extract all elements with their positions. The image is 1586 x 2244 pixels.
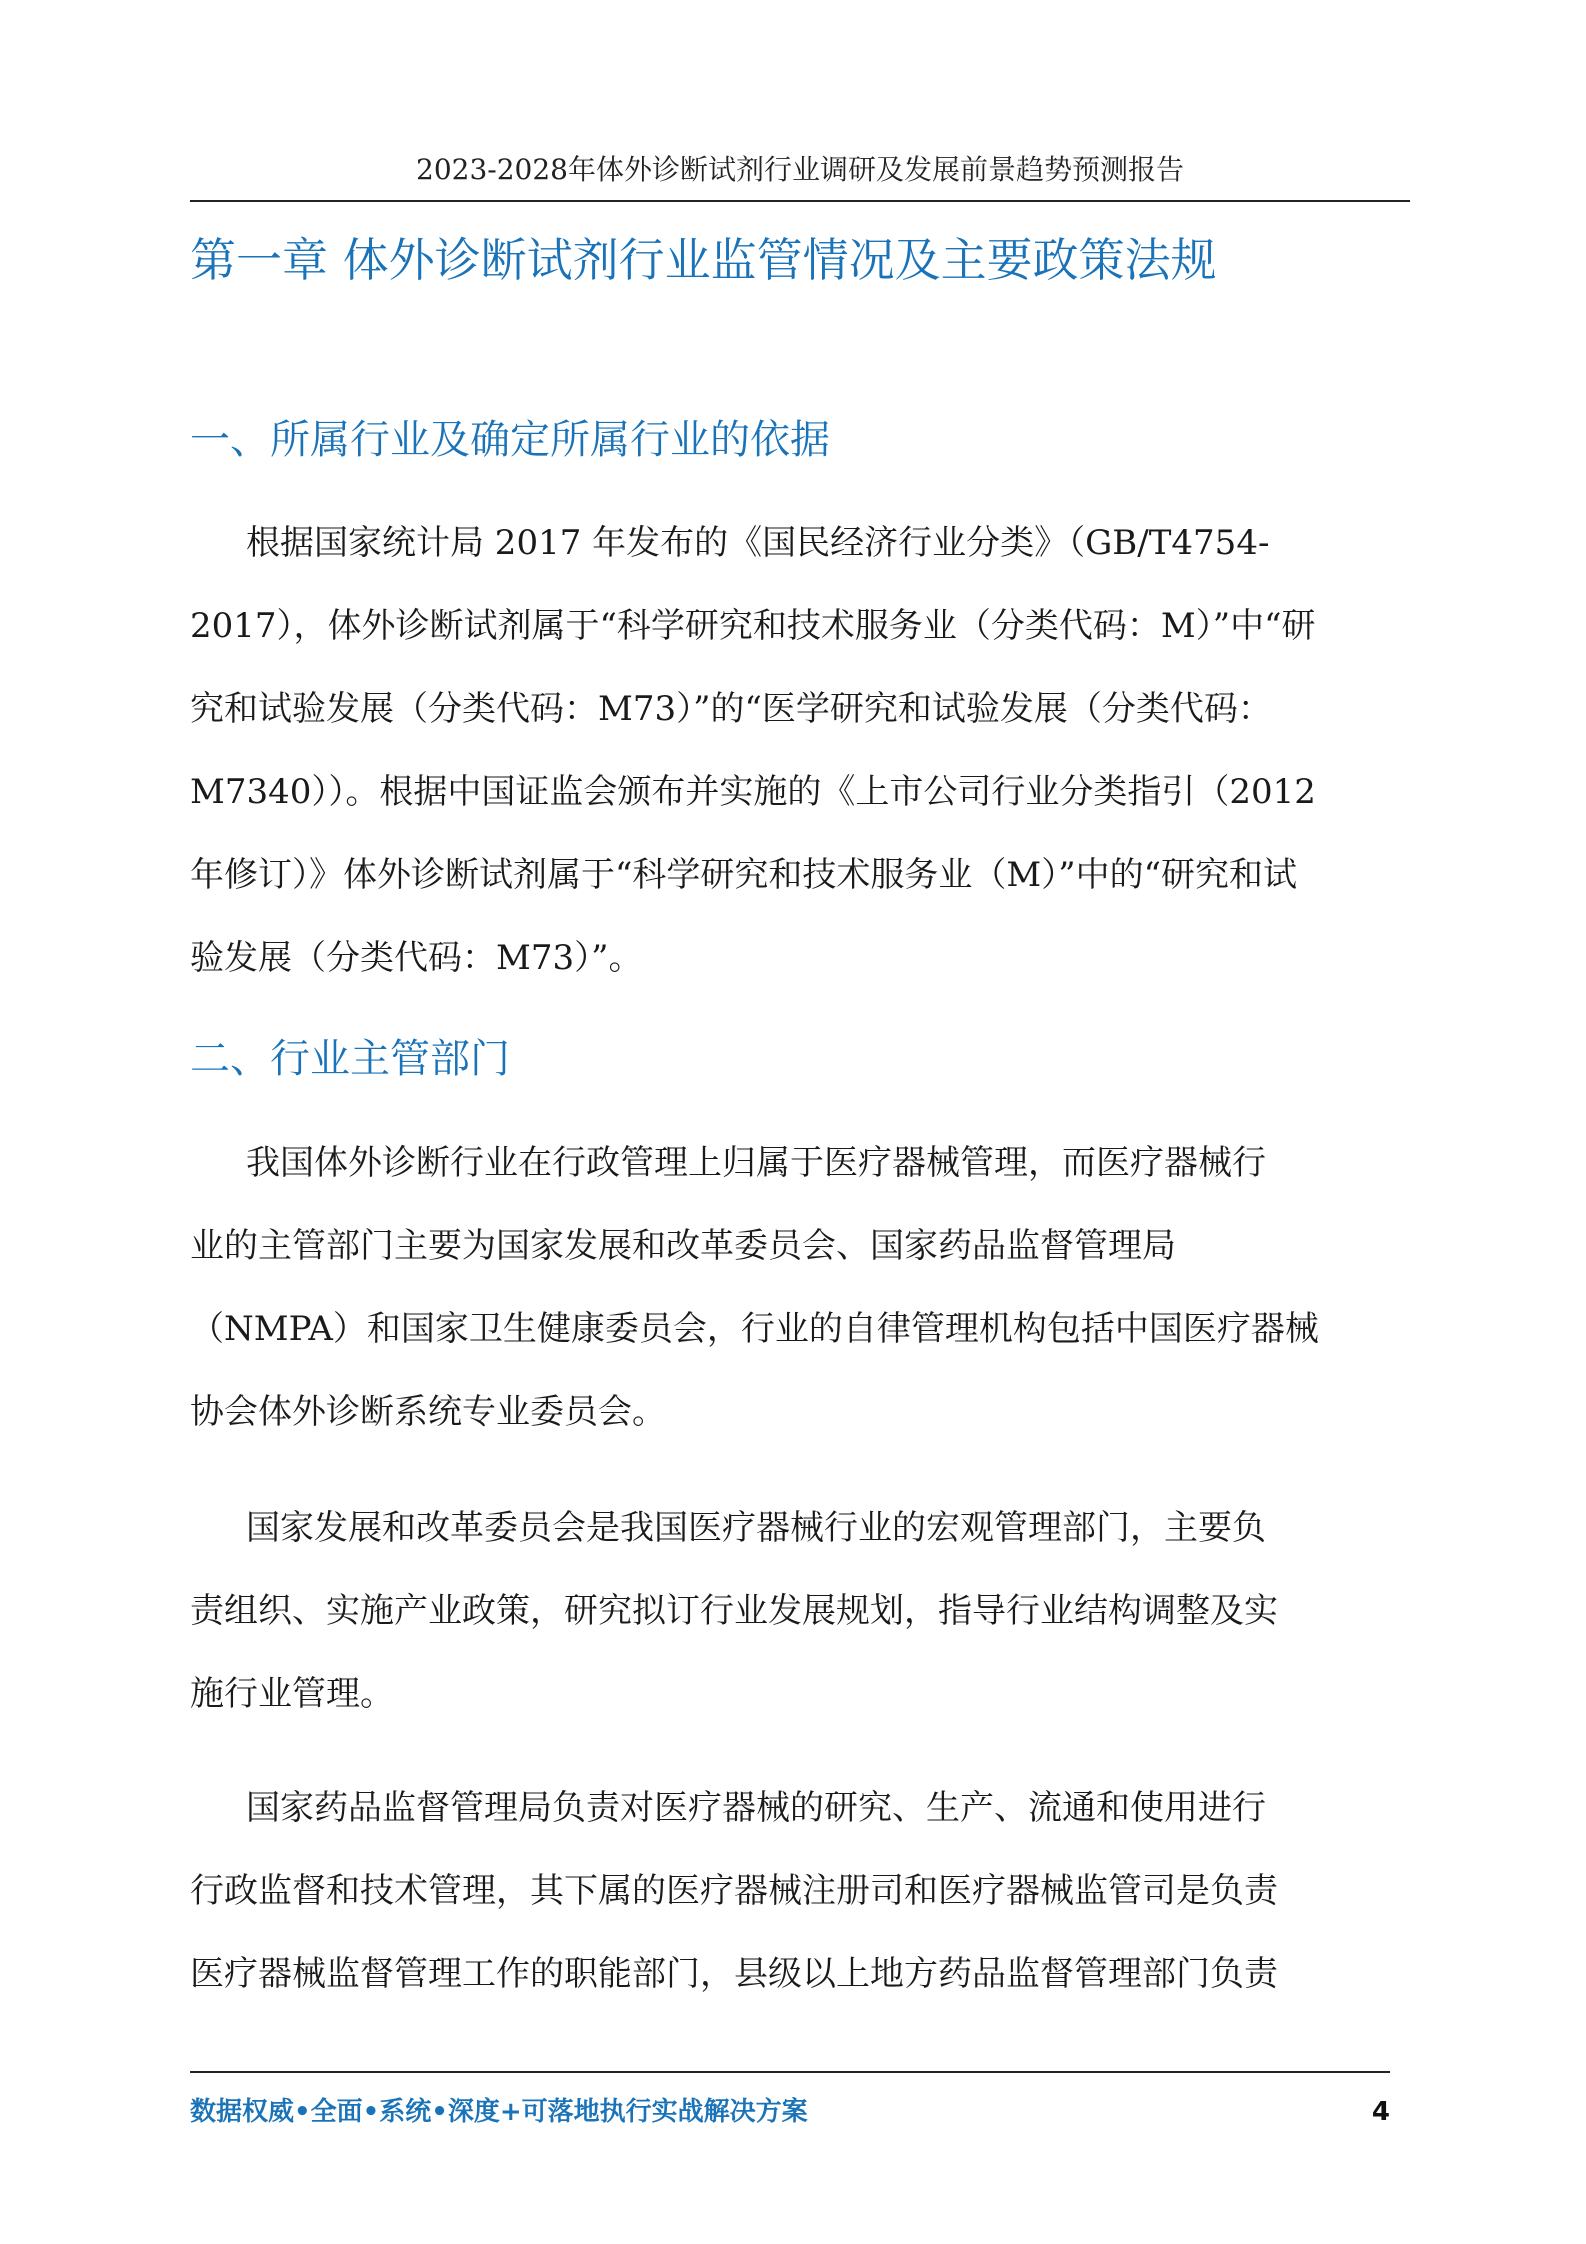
text-line: 究和试验发展（分类代码：M73）”的“医学研究和试验发展（分类代码： bbox=[190, 689, 1272, 729]
text-line: 2017），体外诊断试剂属于“科学研究和技术服务业（分类代码：M）”中“研 bbox=[190, 606, 1316, 646]
footer-slogan: 数据权威•全面•系统•深度+可落地执行实战解决方案 bbox=[190, 2097, 808, 2127]
text-line: M7340））。根据中国证监会颁布并实施的《上市公司行业分类指引（2012 bbox=[190, 772, 1316, 812]
section-title-1: 一、所属行业及确定所属行业的依据 bbox=[190, 417, 830, 463]
page-number: 4 bbox=[1371, 2097, 1390, 2127]
paragraph-industry-basis bbox=[190, 502, 1410, 1000]
footer-divider bbox=[190, 2071, 1390, 2073]
text-line: 医疗器械监督管理工作的职能部门，县级以上地方药品监督管理部门负责 bbox=[190, 1954, 1278, 1994]
text-line: 施行业管理。 bbox=[190, 1674, 394, 1714]
header-divider bbox=[190, 200, 1410, 202]
text-line: 我国体外诊断行业在行政管理上归属于医疗器械管理，而医疗器械行 bbox=[246, 1143, 1266, 1183]
text-line: （NMPA）和国家卫生健康委员会，行业的自律管理机构包括中国医疗器械 bbox=[190, 1309, 1319, 1349]
text-line: 国家药品监督管理局负责对医疗器械的研究、生产、流通和使用进行 bbox=[246, 1788, 1266, 1828]
text-line: 年修订）》体外诊断试剂属于“科学研究和技术服务业（M）”中的“研究和试 bbox=[190, 855, 1297, 895]
text-line: 验发展（分类代码：M73）”。 bbox=[190, 938, 643, 978]
chapter-title: 第一章 体外诊断试剂行业监管情况及主要政策法规 bbox=[190, 233, 1217, 287]
paragraph-nmpa bbox=[190, 1767, 1410, 2016]
paragraph-authorities bbox=[190, 1122, 1410, 1454]
text-line: 国家发展和改革委员会是我国医疗器械行业的宏观管理部门，主要负 bbox=[246, 1508, 1266, 1548]
text-line: 协会体外诊断系统专业委员会。 bbox=[190, 1392, 666, 1432]
text-line: 行政监督和技术管理，其下属的医疗器械注册司和医疗器械监管司是负责 bbox=[190, 1871, 1278, 1911]
text-line: 根据国家统计局 2017 年发布的《国民经济行业分类》（GB/T4754- bbox=[246, 523, 1270, 563]
paragraph-ndrc bbox=[190, 1487, 1410, 1736]
text-line: 责组织、实施产业政策，研究拟订行业发展规划，指导行业结构调整及实 bbox=[190, 1591, 1278, 1631]
section-title-2: 二、行业主管部门 bbox=[190, 1036, 510, 1082]
running-header: 2023-2028年体外诊断试剂行业调研及发展前景趋势预测报告 bbox=[416, 153, 1184, 186]
text-line: 业的主管部门主要为国家发展和改革委员会、国家药品监督管理局 bbox=[190, 1226, 1176, 1266]
